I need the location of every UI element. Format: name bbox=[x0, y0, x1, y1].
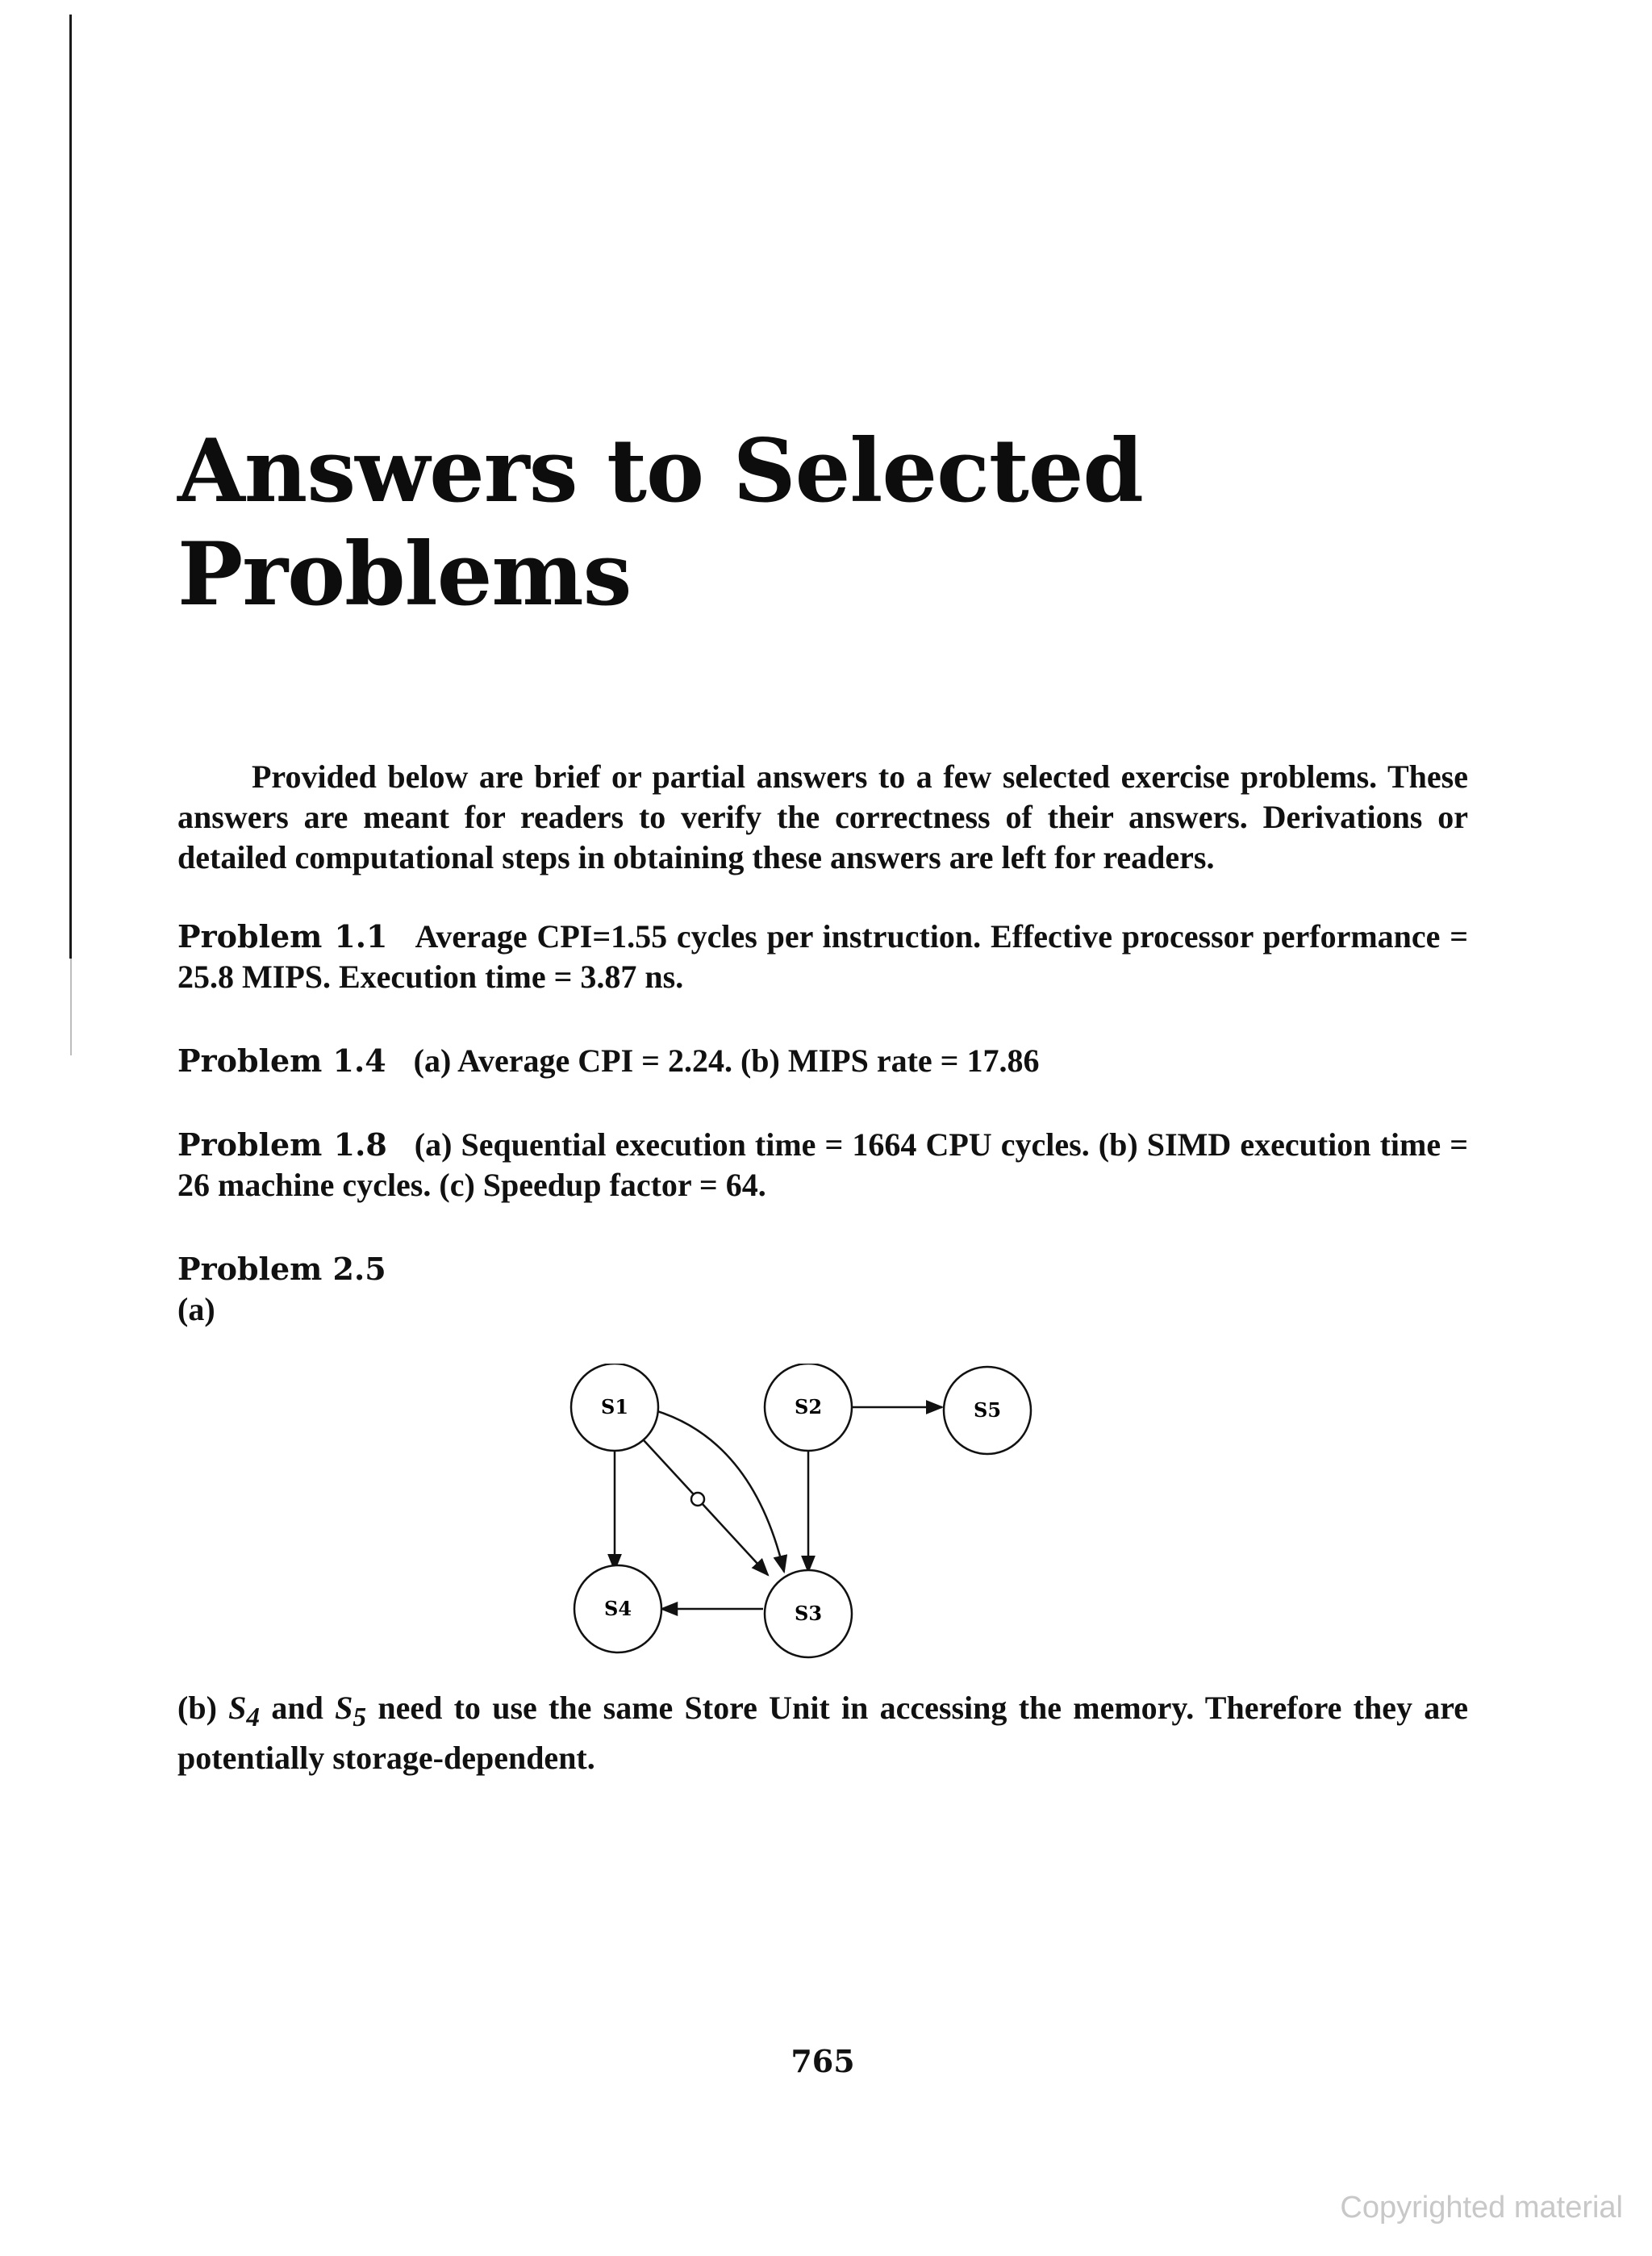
margin-rule bbox=[69, 15, 72, 959]
dependence-graph bbox=[557, 1364, 1266, 1670]
node-s3 bbox=[765, 1570, 852, 1657]
node-s4 bbox=[574, 1565, 661, 1652]
node-label: S1 bbox=[600, 1395, 629, 1418]
part-b-mid: and bbox=[260, 1690, 336, 1726]
anti-dependence-mark bbox=[691, 1493, 704, 1506]
subpart-a-label: (a) bbox=[177, 1291, 215, 1327]
problem-label: Problem 2.5 bbox=[177, 1251, 386, 1287]
intro-paragraph: Provided below are brief or partial answers to a few selected exercise problems. These answers are meant for readers to verify the correctness of their answers. Derivations or detailed computational steps in obtaining these answers are left for readers. bbox=[177, 758, 1468, 875]
problem-label: Problem 1.4 bbox=[177, 1042, 386, 1079]
node-s5 bbox=[944, 1367, 1031, 1454]
edge-s1-s3-curved bbox=[636, 1406, 784, 1572]
node-s1 bbox=[571, 1364, 658, 1451]
part-b-suffix: need to use the same Store Unit in accessing the memory. Therefore they are potentially storage-dependent. bbox=[177, 1690, 1469, 1776]
problem-1-8 bbox=[177, 1125, 1468, 1205]
symbol-s4: $S_4$ bbox=[228, 1690, 261, 1732]
problem-answer: (a) Sequential execution time = 1664 CPU cycles. (b) SIMD execution time = 26 machine cycles. (c) Speedup factor = 64. bbox=[177, 1126, 1468, 1203]
copyright-watermark: Copyrighted material bbox=[1340, 2191, 1623, 2225]
page-number: 765 bbox=[791, 2043, 855, 2079]
symbol-s5: $S_5$ bbox=[335, 1690, 367, 1732]
problem-label: Problem 1.8 bbox=[177, 1126, 387, 1163]
part-b-prefix: (b) bbox=[177, 1690, 229, 1726]
problem-1-1 bbox=[177, 917, 1468, 997]
node-label: S4 bbox=[603, 1597, 632, 1620]
margin-rule-faint bbox=[70, 959, 72, 1055]
node-label: S2 bbox=[794, 1395, 823, 1418]
problem-1-4 bbox=[177, 1041, 1468, 1081]
problem-label: Problem 1.1 bbox=[177, 918, 388, 955]
chapter-title: Answers to Selected Problems bbox=[177, 420, 1143, 625]
node-label: S3 bbox=[794, 1602, 823, 1625]
node-s2 bbox=[765, 1364, 852, 1451]
part-b-answer bbox=[177, 1688, 1468, 1778]
problem-answer: Average CPI=1.55 cycles per instruction. Effective processor performance = 25.8 MIPS. Execution time = 3.87 ns. bbox=[177, 918, 1469, 995]
node-label: S5 bbox=[973, 1398, 1002, 1422]
problem-2-5 bbox=[177, 1249, 1468, 1330]
page bbox=[177, 0, 1468, 2256]
problem-answer: (a) Average CPI = 2.24. (b) MIPS rate = 17.86 bbox=[413, 1042, 1040, 1079]
